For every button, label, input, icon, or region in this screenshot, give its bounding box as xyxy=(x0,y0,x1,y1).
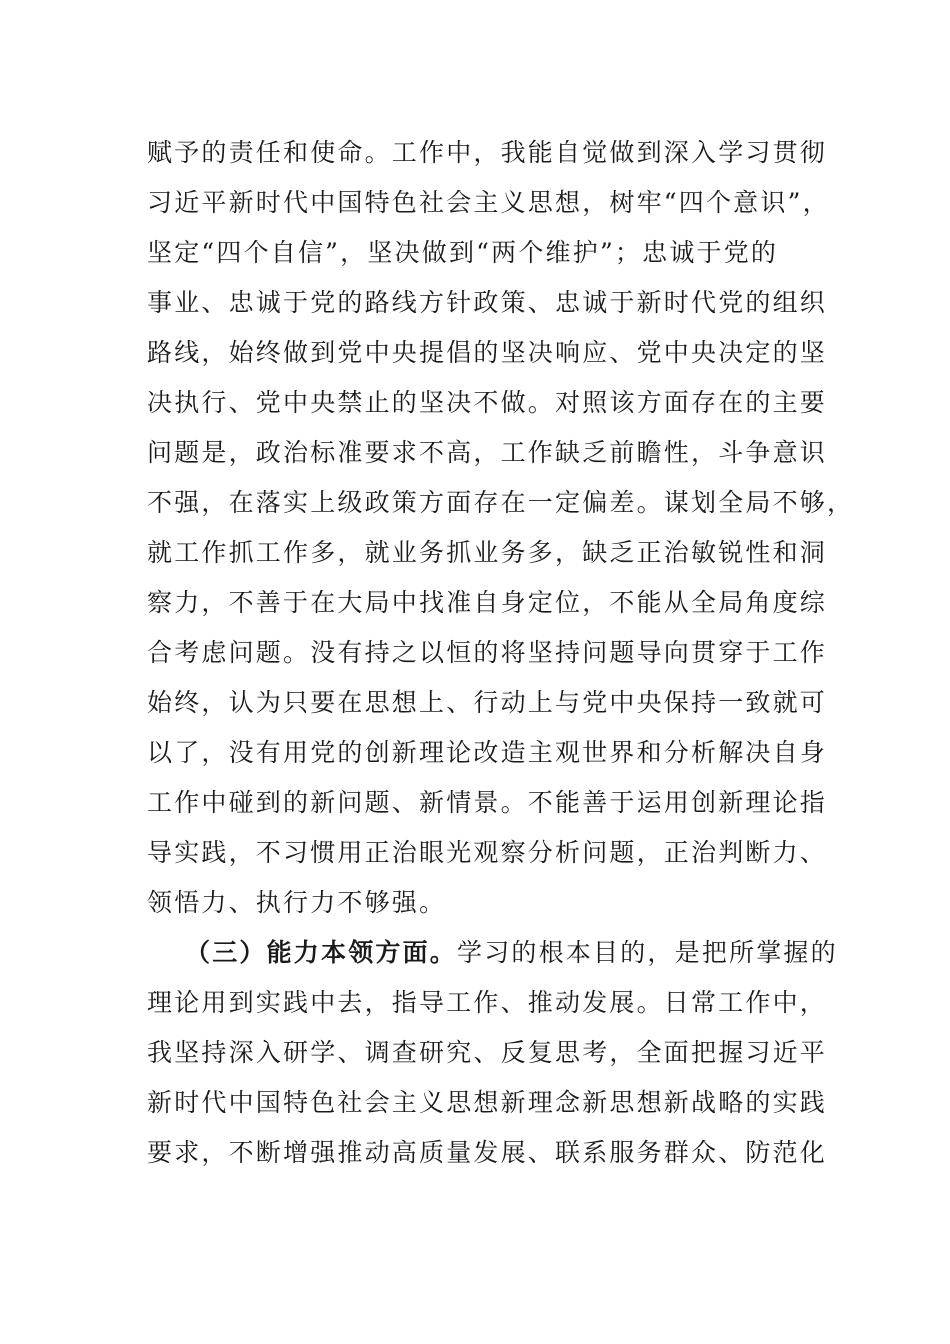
text-line: 事业、忠诚于党的路线方针政策、忠诚于新时代党的组织 xyxy=(147,288,828,317)
text-line: 我坚持深入研学、调查研究、反复思考，全面把握习近平 xyxy=(147,1038,828,1067)
text-line: 就工作抓工作多，就业务抓业务多，缺乏正治敏锐性和洞 xyxy=(147,538,828,567)
text-line: 决执行、党中央禁止的坚决不做。对照该方面存在的主要 xyxy=(147,388,828,417)
text-line: 合考虑问题。没有持之以恒的将坚持问题导向贯穿于工作 xyxy=(147,638,828,667)
text-line: 坚定“四个自信”，坚决做到“两个维护”；忠诚于党的 xyxy=(147,238,779,267)
text-line: 领悟力、执行力不够强。 xyxy=(147,888,447,917)
text-line: 新时代中国特色社会主义思想新理念新思想新战略的实践 xyxy=(147,1088,828,1117)
text-span: 学习的根本目的，是把所掌握的 xyxy=(457,938,838,967)
text-line: 理论用到实践中去，指导工作、推动发展。日常工作中， xyxy=(147,988,828,1017)
text-line: 路线，始终做到党中央提倡的坚决响应、党中央决定的坚 xyxy=(147,338,828,367)
section-heading: （三）能力本领方面。 xyxy=(185,938,458,967)
text-line: 始终，认为只要在思想上、行动上与党中央保持一致就可 xyxy=(147,688,828,717)
text-line: 问题是，政治标准要求不高，工作缺乏前瞻性，斗争意识 xyxy=(147,438,828,467)
text-line: 以了，没有用党的创新理论改造主观世界和分析解决自身 xyxy=(147,738,828,767)
text-line: 习近平新时代中国特色社会主义思想，树牢“四个意识”， xyxy=(147,188,830,217)
text-line: 察力，不善于在大局中找准自身定位，不能从全局角度综 xyxy=(147,588,828,617)
text-line: 工作中碰到的新问题、新情景。不能善于运用创新理论指 xyxy=(147,788,828,817)
text-line: 不强，在落实上级政策方面存在一定偏差。谋划全局不够， xyxy=(147,488,855,517)
document-body xyxy=(147,128,855,1178)
paragraph-ability-skills xyxy=(147,928,838,1178)
text-line xyxy=(147,928,838,978)
text-line: 要求，不断增强推动高质量发展、联系服务群众、防范化 xyxy=(147,1138,828,1167)
text-line: 导实践，不习惯用正治眼光观察分析问题，正治判断力、 xyxy=(147,838,828,867)
text-line: 赋予的责任和使命。工作中，我能自觉做到深入学习贯彻 xyxy=(147,138,828,167)
paragraph-political-stance xyxy=(147,128,855,928)
